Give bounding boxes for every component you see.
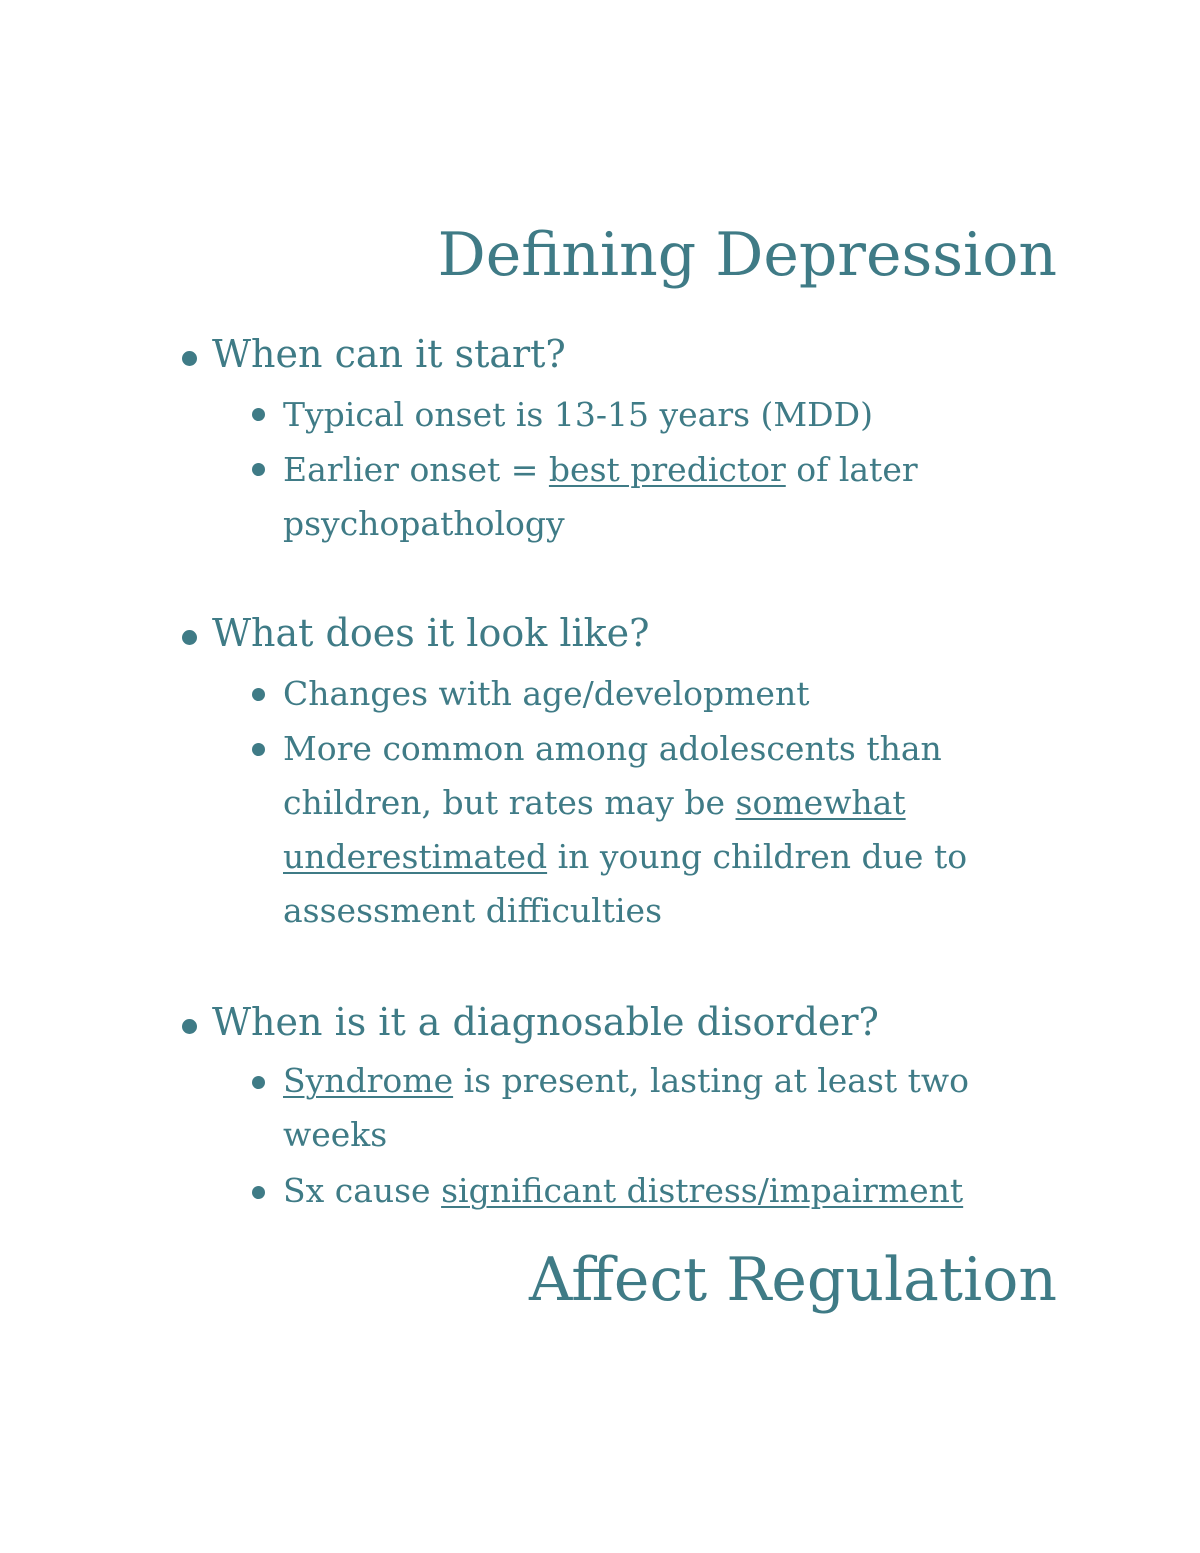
section-2-item-1-bullet: [252, 688, 265, 701]
section-2-question: What does it look like?: [212, 611, 650, 655]
item-text-underlined: best predictor: [548, 450, 786, 489]
item-text-underlined: somewhat underestimated: [283, 783, 906, 876]
section-3-item-2: [283, 1164, 1043, 1218]
item-text-post: in young children due to assessment difficulties: [283, 837, 968, 930]
item-text-post: of later psychopathology: [283, 450, 918, 543]
item-text-pre: Earlier onset =: [283, 450, 549, 489]
section-3-bullet: [182, 1019, 197, 1034]
page-title: Defining Depression: [437, 220, 1057, 290]
section-2-item-2-bullet: [252, 743, 265, 756]
section-1-item-1-bullet: [252, 408, 265, 421]
section-1-item-2-bullet: [252, 463, 265, 476]
section-2-item-2: [283, 722, 1043, 938]
item-text-post: is present, lasting at least two weeks: [283, 1061, 970, 1154]
item-text-pre: More common among adolescents than children, but rates may be: [283, 729, 942, 822]
section-2-bullet: [182, 630, 197, 645]
item-text-underlined: significant distress/impairment: [441, 1171, 964, 1210]
next-slide-title: Affect Regulation: [529, 1245, 1057, 1315]
section-1-question: When can it start?: [212, 332, 566, 376]
section-3-item-1-bullet: [252, 1076, 265, 1089]
section-2-item-1: Changes with age/development: [283, 674, 810, 713]
section-1-bullet: [182, 351, 197, 366]
item-text-pre: Sx cause: [283, 1171, 442, 1210]
item-text-underlined: Syndrome: [283, 1061, 454, 1100]
section-1-item-1: Typical onset is 13-15 years (MDD): [283, 395, 873, 434]
section-1-item-2: [283, 443, 1043, 551]
section-3-item-2-bullet: [252, 1186, 265, 1199]
section-3-item-1: [283, 1054, 1043, 1162]
section-3-question: When is it a diagnosable disorder?: [212, 1000, 879, 1044]
